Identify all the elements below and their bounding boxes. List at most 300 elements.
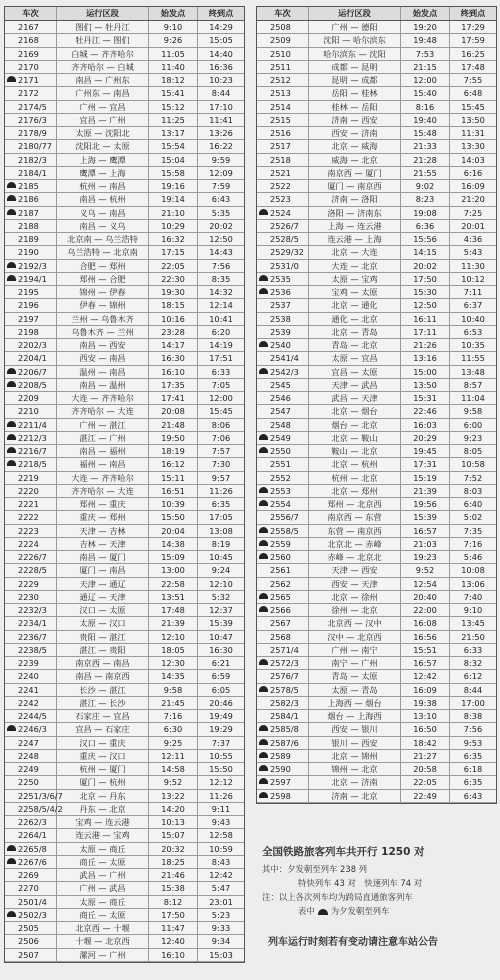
- arrival-time: 9:34: [211, 936, 231, 947]
- table-row: [257, 114, 496, 127]
- train-number: 2248: [5, 750, 57, 762]
- train-number: 2582/3: [257, 697, 309, 709]
- departure-time: 19:50: [149, 432, 198, 444]
- route-section: 锦州 — 北京: [309, 763, 401, 775]
- departure-time: 15:51: [401, 644, 450, 656]
- arrival-time: 7:57: [211, 446, 231, 456]
- table-row: [5, 220, 244, 233]
- departure-time: 16:08: [401, 617, 450, 629]
- departure-time: 16:10: [149, 949, 198, 961]
- train-number: 2553: [257, 485, 309, 497]
- route-section: 宜昌 — 石家庄: [57, 723, 149, 735]
- train-number: 2506: [5, 935, 57, 947]
- train-number: 2171: [5, 74, 57, 86]
- route-section: 南昌 — 南京西: [57, 670, 149, 682]
- departure-time: 11:25: [149, 114, 198, 126]
- route-section: 伊春 — 锦州: [57, 299, 149, 311]
- departure-time: 21:28: [401, 154, 450, 166]
- train-number: 2216/7: [5, 445, 57, 457]
- table-header: [257, 7, 496, 21]
- train-number: 2178/9: [5, 127, 57, 139]
- departure-time: 18:05: [149, 644, 198, 656]
- route-section: 图们 — 牡丹江: [57, 21, 149, 33]
- train-number: 2550: [257, 445, 309, 457]
- route-section: 白城 — 齐齐哈尔: [57, 48, 149, 60]
- arrival-time: 6:35: [463, 777, 483, 788]
- route-section: 徐州 — 北京: [309, 604, 401, 616]
- header-train: 车次: [5, 7, 57, 20]
- train-number: 2513: [257, 87, 309, 99]
- arrival-time: 8:38: [463, 711, 483, 721]
- train-number: 2246/3: [5, 723, 57, 735]
- route-section: 广州 — 德阳: [309, 21, 401, 33]
- departure-time: 21:45: [149, 697, 198, 709]
- arrival-time: 6:43: [463, 790, 483, 801]
- departure-time: 9:58: [149, 684, 198, 696]
- route-section: 牡丹江 — 图们: [57, 34, 149, 46]
- train-number: 2551: [257, 458, 309, 470]
- arrival-time: 14:32: [209, 287, 233, 297]
- arrival-time: 10:35: [461, 340, 485, 350]
- arrival-time: 5:23: [211, 909, 231, 920]
- train-number: 2236/7: [5, 631, 57, 643]
- table-row: [5, 114, 244, 127]
- arrival-time: 10:47: [209, 631, 233, 642]
- arrival-time: 17:29: [461, 22, 485, 32]
- arrival-time: 10:45: [209, 552, 233, 562]
- train-number: 2240: [5, 670, 57, 682]
- table-row: [257, 472, 496, 485]
- table-row: [257, 101, 496, 114]
- notes-express-count: 特快列车 43 对 快速列车 74 对: [298, 878, 423, 888]
- announcement: 列车运行时刻若有变动请注意车站公告: [268, 937, 438, 948]
- arrival-time: 17:51: [209, 353, 233, 364]
- train-number: 2232/3: [5, 604, 57, 616]
- route-section: 合肥 — 郑州: [57, 260, 149, 272]
- departure-time: 16:30: [149, 352, 198, 364]
- arrival-time: 7:30: [211, 459, 231, 470]
- route-section: 杭州 — 南昌: [57, 180, 149, 192]
- arrival-time: 15:50: [209, 764, 233, 774]
- departure-time: 17:50: [401, 273, 450, 285]
- train-number: 2242: [5, 697, 57, 709]
- right-table-body: [257, 21, 496, 803]
- train-number: 2187: [5, 207, 57, 219]
- arrival-time: 7:40: [463, 591, 483, 602]
- train-number: 2222: [5, 511, 57, 523]
- train-number: 2238/5: [5, 644, 57, 656]
- departure-time: 14:58: [149, 763, 198, 775]
- arrival-time: 6:05: [211, 684, 231, 695]
- table-row: [257, 604, 496, 617]
- overnight-marker-icon: [7, 195, 16, 201]
- table-row: [257, 286, 496, 299]
- table-row: [257, 578, 496, 591]
- table-row: [5, 379, 244, 392]
- train-number: 2239: [5, 657, 57, 669]
- train-number: 2505: [5, 922, 57, 934]
- arrival-time: 8:44: [211, 88, 231, 99]
- route-section: 贵阳 — 湛江: [57, 631, 149, 643]
- arrival-time: 20:46: [209, 697, 233, 708]
- route-section: 北京西 — 汉中: [309, 617, 401, 629]
- departure-time: 14:35: [149, 670, 198, 682]
- table-row: [5, 167, 244, 180]
- table-row: [5, 392, 244, 405]
- departure-time: 23:28: [149, 326, 198, 338]
- header-arrival: 终到点: [460, 8, 486, 18]
- overnight-marker-icon: [7, 182, 16, 188]
- departure-time: 17:15: [149, 246, 198, 258]
- table-row: [5, 472, 244, 485]
- route-section: 北京 — 威海: [309, 140, 401, 152]
- table-row: [257, 776, 496, 789]
- table-row: [257, 246, 496, 259]
- train-number: 2186: [5, 193, 57, 205]
- train-number: 2558/5: [257, 525, 309, 537]
- train-number: 2539: [257, 326, 309, 338]
- route-section: 福州 — 南昌: [57, 458, 149, 470]
- arrival-time: 19:29: [209, 724, 233, 735]
- table-row: [257, 458, 496, 471]
- train-number: 2590: [257, 763, 309, 775]
- route-section: 通化 — 北京: [309, 313, 401, 325]
- arrival-time: 6:12: [463, 671, 483, 682]
- train-number: 2192/3: [5, 260, 57, 272]
- arrival-time: 13:48: [461, 366, 485, 377]
- arrival-time: 11:26: [209, 485, 233, 496]
- route-section: 武昌 — 广州: [57, 869, 149, 881]
- departure-time: 15:38: [149, 882, 198, 894]
- arrival-time: 15:05: [209, 35, 233, 46]
- departure-time: 16:57: [401, 525, 450, 537]
- table-row: [257, 366, 496, 379]
- route-section: 杭州 — 北京: [309, 472, 401, 484]
- departure-time: 16:03: [401, 419, 450, 431]
- arrival-time: 14:03: [461, 154, 485, 165]
- left-timetable: [4, 6, 245, 963]
- table-row: [257, 419, 496, 432]
- departure-time: 17:50: [149, 909, 198, 921]
- overnight-marker-icon: [7, 911, 16, 917]
- arrival-time: 12:58: [209, 830, 233, 841]
- route-section: 吉林 — 天津: [57, 538, 149, 550]
- train-number: 2169: [5, 48, 57, 60]
- arrival-time: 16:22: [209, 141, 233, 152]
- departure-time: 12:54: [401, 578, 450, 590]
- table-row: [257, 154, 496, 167]
- header-arrival: 终到点: [208, 8, 234, 18]
- route-section: 北京 — 青岛: [309, 326, 401, 338]
- route-section: 鹰潭 — 上海: [57, 167, 149, 179]
- table-row: [5, 723, 244, 736]
- route-section: 重庆 — 汉口: [57, 750, 149, 762]
- table-row: [5, 101, 244, 114]
- train-number: 2224: [5, 538, 57, 550]
- table-row: [257, 432, 496, 445]
- arrival-time: 15:39: [209, 618, 233, 629]
- departure-time: 6:36: [401, 220, 450, 232]
- arrival-time: 23:01: [209, 896, 233, 907]
- train-number: 2176/3: [5, 114, 57, 126]
- table-row: [5, 207, 244, 220]
- route-section: 湛江 — 长沙: [57, 697, 149, 709]
- table-row: [257, 657, 496, 670]
- train-number: 2206/7: [5, 366, 57, 378]
- arrival-time: 6:18: [463, 764, 483, 774]
- route-section: 兰州 — 乌鲁木齐: [57, 313, 149, 325]
- departure-time: 8:23: [401, 193, 450, 205]
- departure-time: 19:40: [401, 114, 450, 126]
- arrival-time: 8:32: [463, 658, 483, 668]
- departure-time: 20:08: [149, 405, 198, 417]
- arrival-time: 6:35: [463, 750, 483, 761]
- route-section: 郑州 — 合肥: [57, 273, 149, 285]
- table-row: [257, 220, 496, 233]
- table-row: [257, 405, 496, 418]
- route-section: 太原 — 沈阳北: [57, 127, 149, 139]
- table-row: [5, 313, 244, 326]
- departure-time: 22:46: [401, 405, 450, 417]
- table-row: [257, 260, 496, 273]
- route-section: 烟台 — 上海西: [309, 710, 401, 722]
- overnight-marker-icon: [318, 909, 328, 915]
- arrival-time: 11:41: [209, 114, 233, 125]
- table-row: [5, 790, 244, 803]
- train-number: 2562: [257, 578, 309, 590]
- route-section: 锦州 — 伊春: [57, 286, 149, 298]
- route-section: 鞍山 — 北京: [309, 445, 401, 457]
- train-number: 2251/3/6/7: [5, 790, 57, 802]
- arrival-time: 12:14: [209, 300, 233, 311]
- route-section: 银川 — 西安: [309, 737, 401, 749]
- table-row: [5, 578, 244, 591]
- arrival-time: 6:16: [463, 167, 483, 178]
- route-section: 西安 — 天津: [309, 578, 401, 590]
- arrival-time: 13:50: [461, 114, 485, 125]
- train-number: 2576/7: [257, 670, 309, 682]
- train-number: 2229: [5, 578, 57, 590]
- overnight-marker-icon: [259, 368, 268, 374]
- arrival-time: 11:26: [209, 790, 233, 801]
- arrival-time: 7:55: [463, 75, 483, 85]
- table-row: [5, 87, 244, 100]
- route-section: 汉口 — 太原: [57, 604, 149, 616]
- departure-time: 17:35: [149, 379, 198, 391]
- overnight-marker-icon: [259, 500, 268, 506]
- table-row: [257, 127, 496, 140]
- table-row: [257, 445, 496, 458]
- overnight-marker-icon: [259, 434, 268, 440]
- train-number: 2219: [5, 472, 57, 484]
- table-row: [5, 657, 244, 670]
- train-number: 2502/3: [5, 909, 57, 921]
- arrival-time: 9:11: [211, 803, 231, 814]
- departure-time: 9:52: [149, 776, 198, 788]
- departure-time: 18:12: [149, 74, 198, 86]
- arrival-time: 5:43: [463, 247, 483, 258]
- departure-time: 21:39: [149, 617, 198, 629]
- header-section: 运行区段: [57, 7, 149, 20]
- departure-time: 18:19: [149, 445, 198, 457]
- arrival-time: 9:43: [211, 817, 231, 827]
- overnight-marker-icon: [259, 659, 268, 665]
- overnight-marker-icon: [7, 381, 16, 387]
- train-number: 2523: [257, 193, 309, 205]
- table-row: [257, 511, 496, 524]
- route-section: 岳阳 — 桂林: [309, 87, 401, 99]
- route-section: 北京 — 丹东: [57, 790, 149, 802]
- route-section: 北京 — 郑州: [309, 485, 401, 497]
- table-row: [5, 485, 244, 498]
- train-number: 2546: [257, 392, 309, 404]
- table-row: [5, 935, 244, 948]
- route-section: 太原 — 商丘: [57, 896, 149, 908]
- route-section: 漯河 — 广州: [57, 949, 149, 961]
- route-section: 重庆 — 郑州: [57, 511, 149, 523]
- route-section: 广州东 — 南昌: [57, 87, 149, 99]
- route-section: 西安 — 济南: [309, 127, 401, 139]
- departure-time: 18:25: [149, 856, 198, 868]
- route-section: 南昌 — 义乌: [57, 220, 149, 232]
- train-number: 2517: [257, 140, 309, 152]
- departure-time: 21:26: [401, 339, 450, 351]
- arrival-time: 17:10: [209, 101, 233, 112]
- arrival-time: 19:49: [209, 711, 233, 721]
- departure-time: 13:00: [149, 564, 198, 576]
- arrival-time: 10:55: [209, 750, 233, 761]
- departure-time: 13:17: [149, 127, 198, 139]
- table-row: [5, 869, 244, 882]
- route-section: 北京 — 大连: [309, 246, 401, 258]
- arrival-time: 4:36: [463, 234, 483, 244]
- route-section: 乌鲁木齐 — 兰州: [57, 326, 149, 338]
- train-number: 2565: [257, 591, 309, 603]
- route-section: 北京 — 济南: [309, 776, 401, 788]
- table-row: [5, 498, 244, 511]
- train-number: 2537: [257, 299, 309, 311]
- departure-time: 15:19: [401, 472, 450, 484]
- departure-time: 19:38: [401, 697, 450, 709]
- departure-time: 21:46: [149, 869, 198, 881]
- train-number: 2540: [257, 339, 309, 351]
- train-number: 2541/4: [257, 352, 309, 364]
- train-number: 2548: [257, 419, 309, 431]
- arrival-time: 12:50: [209, 234, 233, 244]
- route-section: 南京西 — 厦门: [309, 167, 401, 179]
- route-section: 南昌 — 杭州: [57, 193, 149, 205]
- arrival-time: 16:25: [461, 48, 485, 59]
- route-section: 连云港 — 宝鸡: [57, 829, 149, 841]
- train-number: 2234/1: [5, 617, 57, 629]
- overnight-marker-icon: [259, 752, 268, 758]
- train-number: 2182/3: [5, 154, 57, 166]
- arrival-time: 7:56: [211, 260, 231, 271]
- overnight-marker-icon: [259, 527, 268, 533]
- overnight-marker-icon: [7, 368, 16, 374]
- table-row: [257, 299, 496, 312]
- train-number: 2567: [257, 617, 309, 629]
- arrival-time: 12:10: [209, 578, 233, 589]
- train-number: 2262/3: [5, 816, 57, 828]
- table-row: [5, 61, 244, 74]
- table-row: [257, 617, 496, 630]
- table-row: [5, 445, 244, 458]
- train-number: 2208/5: [5, 379, 57, 391]
- route-section: 北京 — 锦州: [309, 750, 401, 762]
- route-section: 厦门 — 杭州: [57, 776, 149, 788]
- arrival-time: 6:37: [463, 300, 483, 311]
- table-row: [5, 299, 244, 312]
- table-row: [257, 790, 496, 803]
- train-number: 2545: [257, 379, 309, 391]
- notes-overnight-count: 其中：夕发朝至列车 238 列: [262, 864, 368, 874]
- route-section: 济南 — 洛阳: [309, 193, 401, 205]
- table-row: [5, 617, 244, 630]
- route-section: 齐齐哈尔 — 大连: [57, 485, 149, 497]
- arrival-time: 12:09: [209, 167, 233, 178]
- train-number: 2168: [5, 34, 57, 46]
- departure-time: 21:39: [401, 485, 450, 497]
- route-section: 赤峰 — 北京北: [309, 551, 401, 563]
- train-number: 2221: [5, 498, 57, 510]
- route-section: 湛江 — 广州: [57, 432, 149, 444]
- departure-time: 22:58: [149, 578, 198, 590]
- arrival-time: 8:57: [463, 379, 483, 390]
- table-row: [5, 670, 244, 683]
- arrival-time: 17:48: [461, 61, 485, 72]
- table-row: [257, 684, 496, 697]
- departure-time: 18:15: [149, 299, 198, 311]
- departure-time: 15:00: [401, 366, 450, 378]
- departure-time: 15:31: [401, 392, 450, 404]
- overnight-marker-icon: [7, 725, 16, 731]
- train-number: 2184/1: [5, 167, 57, 179]
- route-section: 天津 — 武昌: [309, 379, 401, 391]
- train-number: 2188: [5, 220, 57, 232]
- route-section: 南昌 — 温州: [57, 379, 149, 391]
- departure-time: 12:40: [149, 935, 198, 947]
- train-number: 2528/5: [257, 233, 309, 245]
- table-row: [5, 591, 244, 604]
- train-number: 2518: [257, 154, 309, 166]
- train-number: 2270: [5, 882, 57, 894]
- arrival-time: 15:45: [209, 406, 233, 417]
- arrival-time: 7:59: [211, 181, 231, 191]
- route-section: 郑州 — 重庆: [57, 498, 149, 510]
- table-row: [5, 432, 244, 445]
- route-section: 乌兰浩特 — 北京南: [57, 246, 149, 258]
- overnight-marker-icon: [259, 606, 268, 612]
- arrival-time: 10:12: [461, 273, 485, 284]
- route-section: 齐齐哈尔 — 大连: [57, 405, 149, 417]
- departure-time: 15:50: [149, 511, 198, 523]
- route-section: 大连 — 齐齐哈尔: [57, 392, 149, 404]
- table-row: [5, 856, 244, 869]
- table-row: [257, 352, 496, 365]
- arrival-time: 6:00: [463, 419, 483, 430]
- arrival-time: 15:03: [209, 949, 233, 960]
- table-row: [5, 843, 244, 856]
- train-number: 2197: [5, 313, 57, 325]
- legend-prefix: 表中: [298, 906, 315, 916]
- table-row: [257, 74, 496, 87]
- table-row: [5, 710, 244, 723]
- departure-time: 15:12: [149, 101, 198, 113]
- train-number: 2241: [5, 684, 57, 696]
- route-section: 宝鸡 — 连云港: [57, 816, 149, 828]
- table-row: [5, 538, 244, 551]
